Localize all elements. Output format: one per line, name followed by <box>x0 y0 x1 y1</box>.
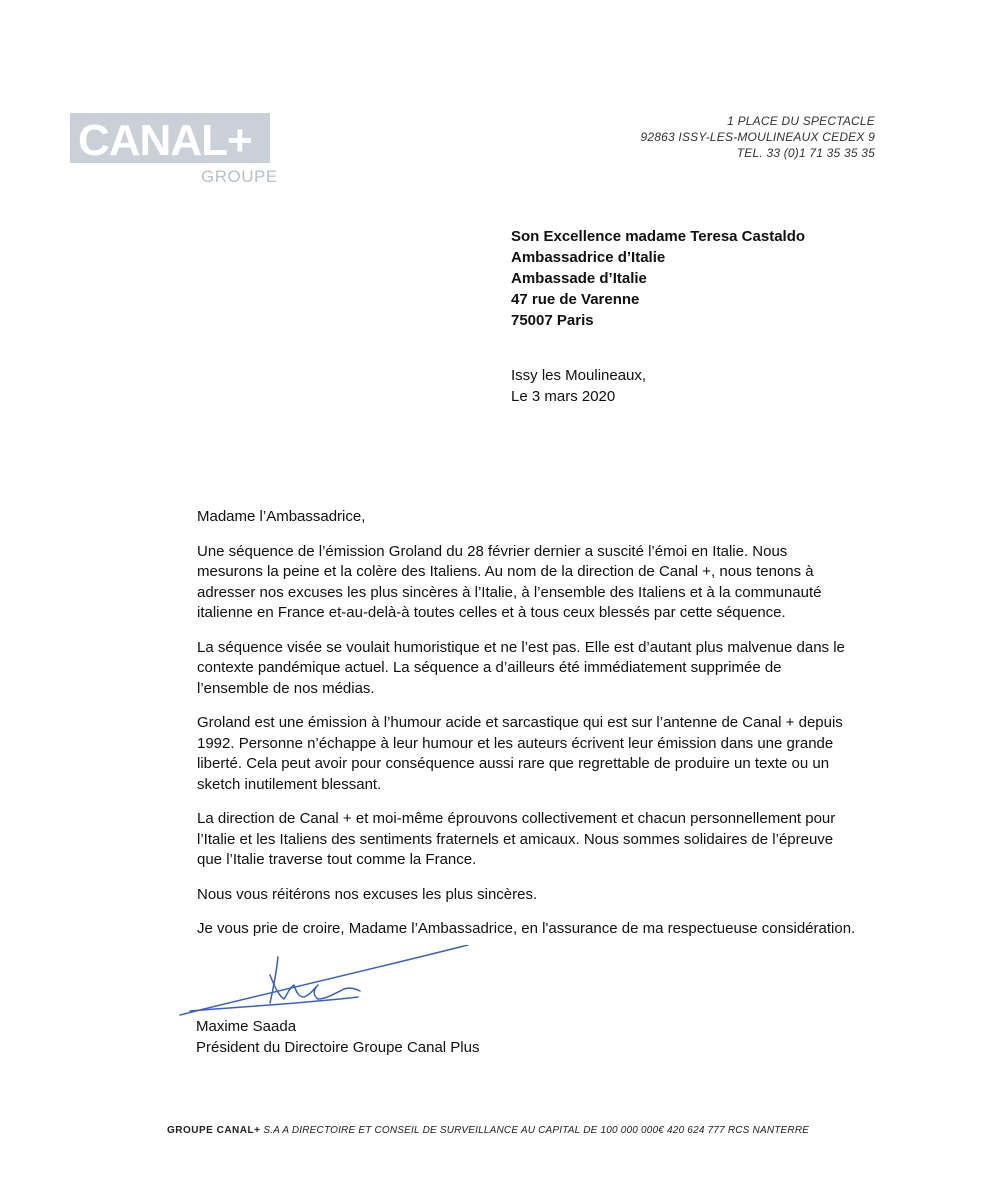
canal-plus-logo <box>70 113 278 193</box>
paragraph-3: Groland est une émission à l’humour acide et sarcastique qui est sur l’antenne de Canal + depuis 1992. Personne n’échappe à leur humour et les auteurs écrivent leur émission dans une grande liberté. Cela peut avoir pour conséquence aussi rare que regrettable de produire un texte ou un sketch inutilement blessant. <box>197 714 843 793</box>
place: Issy les Moulineaux, <box>511 367 647 384</box>
recipient-title: Ambassadrice d’Italie <box>511 249 666 266</box>
paragraph-6: Je vous prie de croire, Madame l’Ambassadrice, en l'assurance de ma respectueuse considération. <box>197 920 856 937</box>
logo-subtitle: GROUPE <box>201 167 278 186</box>
legal-footer <box>167 1125 809 1136</box>
salutation: Madame l’Ambassadrice, <box>197 508 366 525</box>
paragraph-1: Une séquence de l’émission Groland du 28 février dernier a suscité l’émoi en Italie. Nous mesurons la peine et la colère des Italiens. Au nom de la direction de Canal +, nous tenons à adresser nos excuses les plus sincères à l’Italie, à l’ensemble des Italiens et à la communauté italienne en France et-au-delà-à toutes celles et à tous ceux blessés par cette séquence. <box>197 542 822 621</box>
logo-wordmark: CANAL+ <box>78 116 252 165</box>
recipient-city: 75007 Paris <box>511 312 594 329</box>
place-date <box>511 365 646 407</box>
recipient-address <box>511 226 805 331</box>
recipient-name: Son Excellence madame Teresa Castaldo <box>511 228 806 245</box>
sender-address <box>641 113 875 161</box>
sender-line-2: 92863 ISSY-LES-MOULINEAUX CEDEX 9 <box>640 130 875 144</box>
sender-line-3: TEL. 33 (0)1 71 35 35 35 <box>736 146 875 160</box>
recipient-org: Ambassade d’Italie <box>511 270 647 287</box>
sender-line-1: 1 PLACE DU SPECTACLE <box>727 114 875 128</box>
letter-body <box>197 507 857 954</box>
signer-name: Maxime Saada <box>196 1018 297 1035</box>
letter-date: Le 3 mars 2020 <box>511 388 616 405</box>
paragraph-5: Nous vous réitérons nos excuses les plus sincères. <box>197 885 538 903</box>
paragraph-2: La séquence visée se voulait humoristique et ne l’est pas. Elle est d’autant plus malvenue dans le contexte pandémique actuel. La séquence a d’ailleurs été immédiatement supprimée de l’ensemble de nos médias. <box>197 638 845 697</box>
logo-box <box>70 113 270 163</box>
recipient-street: 47 rue de Varenne <box>511 291 640 308</box>
footer-brand: GROUPE CANAL+ <box>167 1125 261 1136</box>
signer-block <box>196 1016 479 1058</box>
signer-role: Président du Directoire Groupe Canal Plus <box>196 1039 480 1056</box>
footer-legal-text: S.A A DIRECTOIRE ET CONSEIL DE SURVEILLANCE AU CAPITAL DE 100 000 000€ 420 624 777 RCS NANTERRE <box>260 1125 810 1136</box>
handwritten-signature <box>178 945 478 1025</box>
paragraph-4: La direction de Canal + et moi-même éprouvons collectivement et chacun personnellement pour l’Italie et les Italiens des sentiments fraternels et amicaux. Nous sommes solidaires de l’épreuve que l’Italie traverse tout comme la France. <box>197 810 836 868</box>
